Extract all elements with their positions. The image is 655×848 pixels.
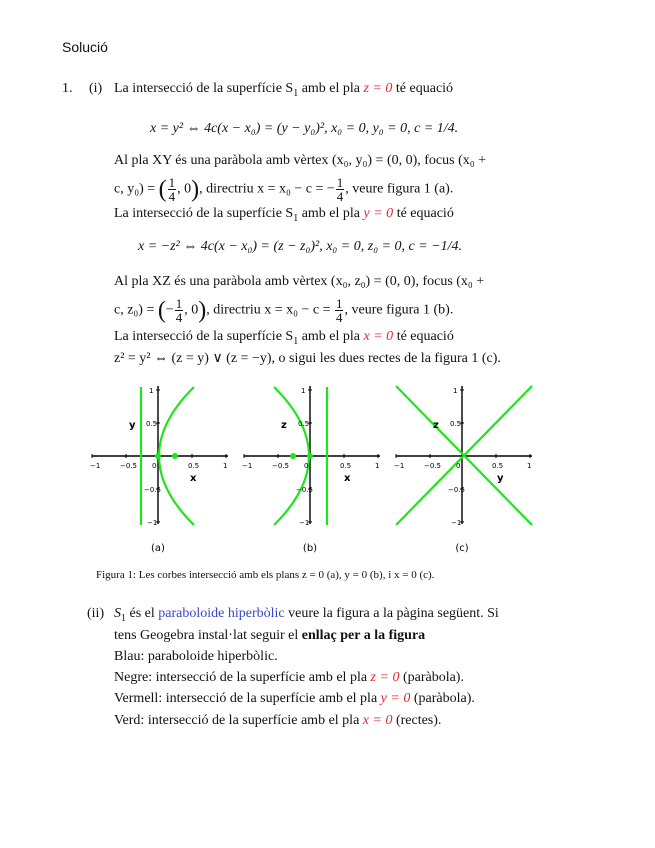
- svg-text:0: 0: [304, 462, 309, 470]
- item2-line4: Negre: intersecció de la superfície amb el pla z = 0 (paràbola).: [114, 670, 464, 685]
- svg-text:0.5: 0.5: [450, 420, 462, 428]
- paragraph1-line2: c, y₀) = ( $\frac{1}{4}$ , 0), directriu x = x₀ − c = − $\frac{1}{4}$ , veure figura 1 (a).: [114, 175, 454, 204]
- panel-label-c: (c): [455, 543, 469, 554]
- focus-b: [290, 453, 296, 459]
- fraction-focus-b: $\frac{1}{4}$: [175, 296, 183, 325]
- item2-line1: $S_1$ és el paraboloide hiperbòlic veure la figura a la pàgina següent. Si: [114, 606, 499, 624]
- svg-text:1: 1: [375, 462, 380, 470]
- line-intersection-y: La intersecció de la superfície $S_1$ amb el pla y = 0 té equació: [114, 206, 454, 224]
- paragraph2-line1: Al pla XZ és una paràbola amb vèrtex (x₀, z₀) = (0, 0), focus (x₀ +: [114, 274, 485, 289]
- plane-z0: z = 0: [363, 81, 393, 96]
- ylabel-a: y: [129, 420, 136, 431]
- section-heading: Solució: [62, 39, 108, 55]
- svg-text:−0.5: −0.5: [296, 486, 313, 494]
- svg-text:1: 1: [223, 462, 228, 470]
- item2-line2: tens Geogebra instal·lat seguir el enllaç per a la figura: [114, 628, 426, 643]
- svg-text:−1: −1: [242, 462, 253, 470]
- item-label-i: (i): [89, 81, 103, 96]
- item2-line3: Blau: paraboloide hiperbòlic.: [114, 649, 278, 664]
- xlabel-b: x: [344, 473, 351, 484]
- svg-text:0.5: 0.5: [492, 462, 504, 470]
- svg-text:0: 0: [152, 462, 157, 470]
- vertex-b: [307, 453, 313, 459]
- svg-text:−1: −1: [90, 462, 101, 470]
- line-intersection-x: La intersecció de la superfície $S_1$ amb el pla x = 0 té equació: [114, 329, 454, 347]
- link-figure[interactable]: enllaç per a la figura: [301, 628, 426, 643]
- plane-y0: y = 0: [363, 206, 394, 221]
- figure-caption: Figura 1: Les corbes intersecció amb els plans z = 0 (a), y = 0 (b), i x = 0 (c).: [96, 569, 435, 581]
- fraction-focus-a: $\frac{1}{4}$: [168, 175, 176, 204]
- panel-label-b: (b): [302, 543, 318, 554]
- svg-text:1: 1: [301, 387, 306, 395]
- svg-text:0.5: 0.5: [298, 420, 310, 428]
- svg-text:0.5: 0.5: [146, 420, 158, 428]
- focus-a: [172, 453, 178, 459]
- svg-text:1: 1: [527, 462, 532, 470]
- vertex-a: [155, 453, 161, 459]
- ylabel-b: z: [281, 420, 287, 431]
- svg-text:0.5: 0.5: [340, 462, 352, 470]
- xlabel-a: x: [190, 473, 197, 484]
- svg-text:0: 0: [456, 462, 461, 470]
- line-intersection-z: La intersecció de la superfície $S_1$ amb el pla z = 0 té equació: [114, 81, 454, 99]
- svg-text:1: 1: [453, 387, 458, 395]
- line-two-lines: z² = y² ⇔ (z = y) ∨ (z = −y), o sigui les dues rectes de la figura 1 (c).: [114, 351, 501, 366]
- svg-text:−1: −1: [299, 519, 310, 527]
- item2-line6: Verd: intersecció de la superfície amb el pla x = 0 (rectes).: [114, 713, 442, 728]
- equation-2: x = −z² ⇔ 4c(x − x₀) = (z − z₀)², x₀ = 0, z₀ = 0, c = −1/4.: [138, 239, 463, 254]
- paragraph2-line2: c, z₀) = (− $\frac{1}{4}$ , 0), directriu x = x₀ − c = $\frac{1}{4}$ , veure figura 1 (b).: [114, 296, 454, 325]
- plane-x0: x = 0: [363, 329, 394, 344]
- ylabel-c: z: [433, 420, 439, 431]
- panel-a: [90, 386, 228, 554]
- equation-1: x = y² ⇔ 4c(x − x₀) = (y − y₀)², x₀ = 0, y₀ = 0, c = 1/4.: [150, 121, 459, 136]
- svg-text:1: 1: [149, 387, 154, 395]
- svg-text:0.5: 0.5: [188, 462, 200, 470]
- paragraph1-line1: Al pla XY és una paràbola amb vèrtex (x₀, y₀) = (0, 0), focus (x₀ +: [114, 153, 487, 168]
- panel-label-a: (a): [151, 543, 165, 554]
- item-number: 1.: [62, 81, 73, 96]
- svg-text:−1: −1: [147, 519, 158, 527]
- svg-text:−0.5: −0.5: [120, 462, 137, 470]
- item-label-ii: (ii): [87, 606, 105, 621]
- panel-b: [242, 386, 380, 554]
- svg-text:−0.5: −0.5: [144, 486, 161, 494]
- figure-1: [82, 383, 552, 561]
- svg-text:−0.5: −0.5: [424, 462, 441, 470]
- link-paraboloide[interactable]: paraboloide hiperbòlic: [158, 606, 285, 621]
- panel-c: [394, 386, 532, 554]
- svg-text:−0.5: −0.5: [448, 486, 465, 494]
- svg-text:−1: −1: [451, 519, 462, 527]
- item2-line5: Vermell: intersecció de la superfície amb el pla y = 0 (paràbola).: [114, 691, 475, 706]
- xlabel-c: y: [497, 473, 504, 484]
- svg-text:−0.5: −0.5: [272, 462, 289, 470]
- svg-text:−1: −1: [394, 462, 405, 470]
